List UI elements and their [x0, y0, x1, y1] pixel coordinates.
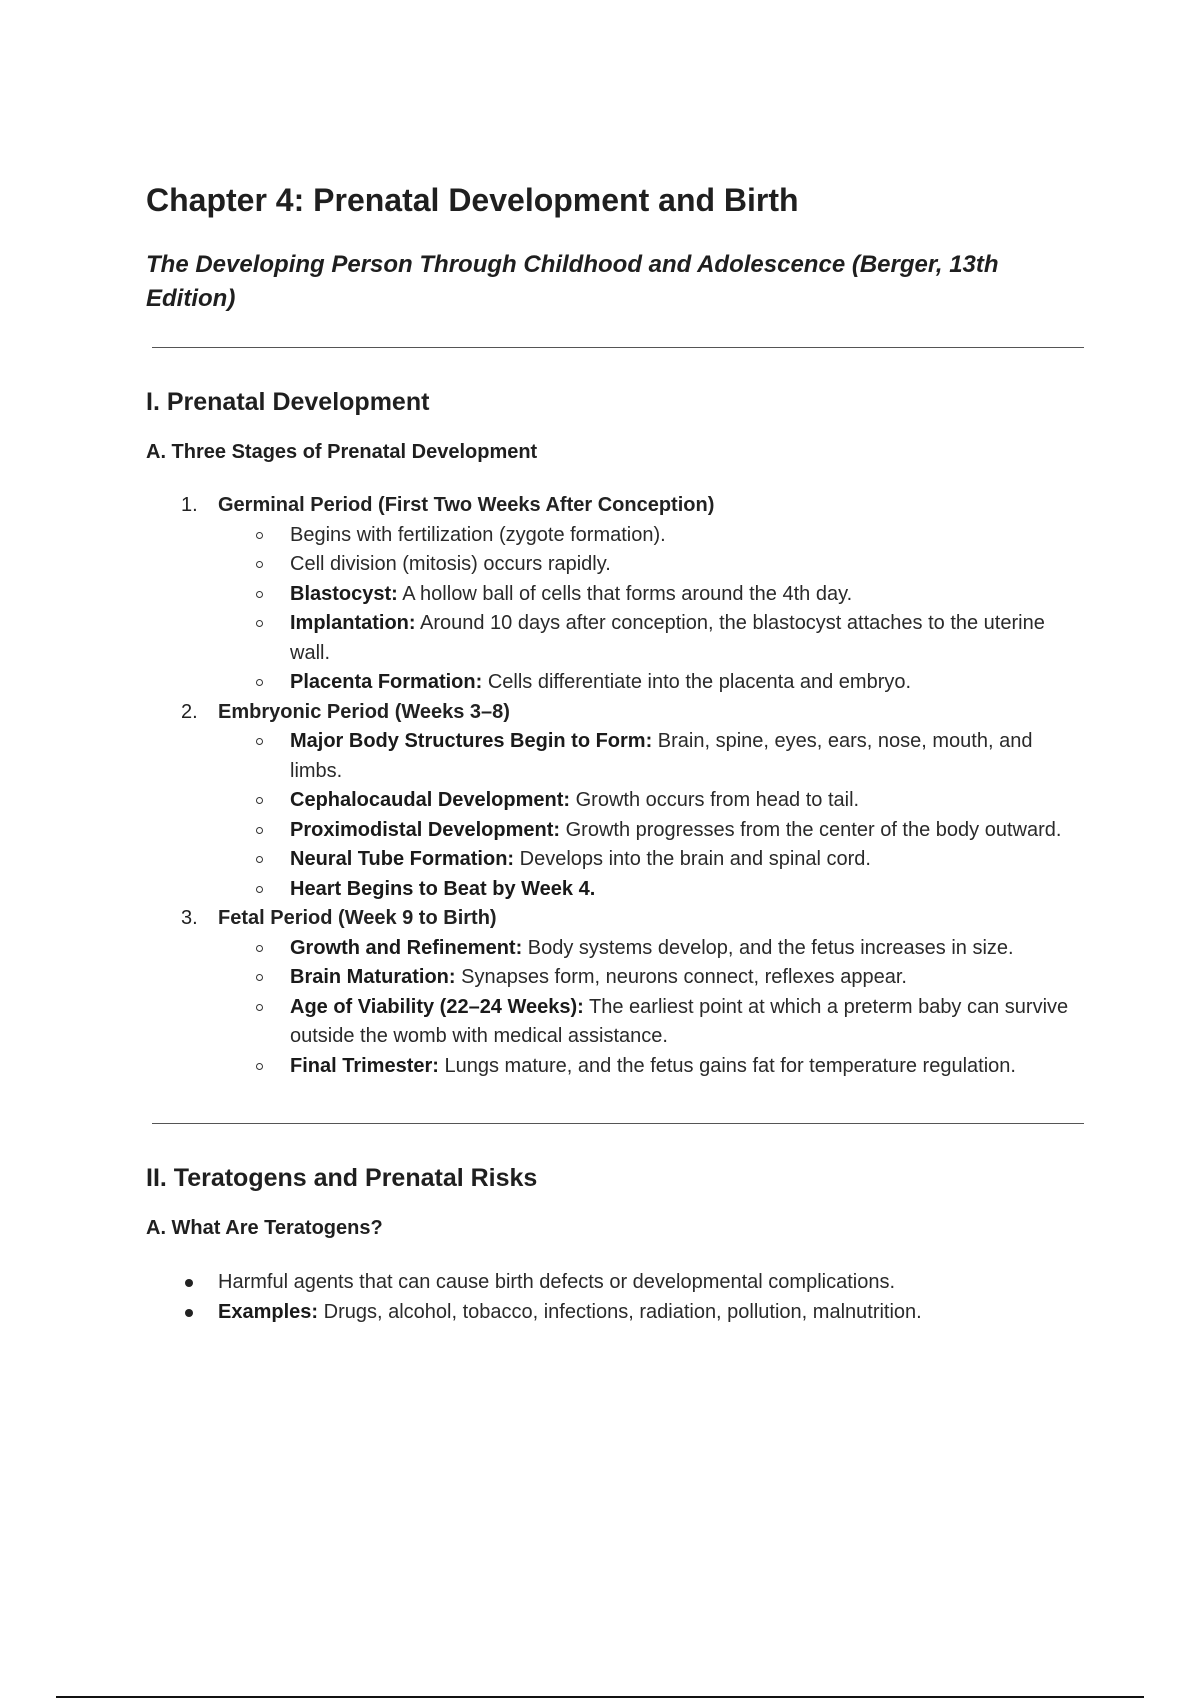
- hollow-bullet-icon: [256, 797, 263, 804]
- list-item: Final Trimester: Lungs mature, and the fetus gains fat for temperature regulation.: [146, 1052, 1086, 1082]
- hollow-bullet-icon: [256, 1004, 263, 1011]
- subheading-three-stages: A. Three Stages of Prenatal Development: [146, 441, 538, 463]
- hollow-bullet-icon: [256, 561, 263, 568]
- hollow-bullet-icon: [256, 886, 263, 893]
- hollow-bullet-icon: [256, 679, 263, 686]
- list-number: 1.: [181, 494, 198, 516]
- list-item: Proximodistal Development: Growth progresses from the center of the body outward.: [146, 816, 1086, 846]
- document-page: [146, 180, 1086, 1327]
- hollow-bullet-icon: [256, 738, 263, 745]
- list-item: Brain Maturation: Synapses form, neurons connect, reflexes appear.: [146, 963, 1086, 993]
- teratogen-bullets: [146, 1268, 1086, 1327]
- hollow-bullet-icon: [256, 827, 263, 834]
- stage-title: Germinal Period (First Two Weeks After Conception): [218, 494, 715, 516]
- list-item: Heart Begins to Beat by Week 4.: [146, 875, 1086, 905]
- bullet-icon: [185, 1309, 193, 1317]
- stage-germinal: [146, 491, 1086, 698]
- hollow-bullet-icon: [256, 1063, 263, 1070]
- page-title: Chapter 4: Prenatal Development and Birth: [146, 182, 799, 218]
- divider: [152, 1123, 1084, 1124]
- hollow-bullet-icon: [256, 620, 263, 627]
- section-heading-teratogens: II. Teratogens and Prenatal Risks: [146, 1164, 538, 1192]
- page-bottom-border: [56, 1696, 1144, 1698]
- stage-embryonic: [146, 698, 1086, 905]
- list-item: Major Body Structures Begin to Form: Brain, spine, eyes, ears, nose, mouth, and limbs.: [146, 727, 1086, 786]
- subheading-what-are-teratogens: A. What Are Teratogens?: [146, 1217, 383, 1239]
- stage-title: Fetal Period (Week 9 to Birth): [218, 907, 497, 929]
- book-subtitle: The Developing Person Through Childhood and Adolescence (Berger, 13th Edition): [146, 251, 999, 312]
- list-item: Examples: Drugs, alcohol, tobacco, infections, radiation, pollution, malnutrition.: [146, 1298, 1086, 1328]
- stages-list: [146, 491, 1086, 1081]
- list-item: Cell division (mitosis) occurs rapidly.: [146, 550, 1086, 580]
- stage-fetal: [146, 904, 1086, 1081]
- list-item: Growth and Refinement: Body systems develop, and the fetus increases in size.: [146, 934, 1086, 964]
- list-item: Age of Viability (22–24 Weeks): The earliest point at which a preterm baby can survive outside the womb with medical assistance.: [146, 993, 1086, 1052]
- hollow-bullet-icon: [256, 591, 263, 598]
- list-item: Implantation: Around 10 days after conception, the blastocyst attaches to the uterine wall.: [146, 609, 1086, 668]
- section-heading-prenatal-development: I. Prenatal Development: [146, 388, 430, 416]
- list-item: Neural Tube Formation: Develops into the brain and spinal cord.: [146, 845, 1086, 875]
- bullet-icon: [185, 1279, 193, 1287]
- stage-title: Embryonic Period (Weeks 3–8): [218, 700, 510, 723]
- list-item: Blastocyst: A hollow ball of cells that forms around the 4th day.: [146, 580, 1086, 610]
- list-item: Placenta Formation: Cells differentiate into the placenta and embryo.: [146, 668, 1086, 698]
- list-number: 2.: [181, 700, 198, 723]
- list-item: Begins with fertilization (zygote formation).: [146, 521, 1086, 551]
- divider: [152, 347, 1084, 348]
- list-number: 3.: [181, 907, 198, 929]
- hollow-bullet-icon: [256, 856, 263, 863]
- list-item: Cephalocaudal Development: Growth occurs from head to tail.: [146, 786, 1086, 816]
- hollow-bullet-icon: [256, 532, 263, 539]
- hollow-bullet-icon: [256, 945, 263, 952]
- list-item: Harmful agents that can cause birth defects or developmental complications.: [146, 1268, 1086, 1298]
- hollow-bullet-icon: [256, 974, 263, 981]
